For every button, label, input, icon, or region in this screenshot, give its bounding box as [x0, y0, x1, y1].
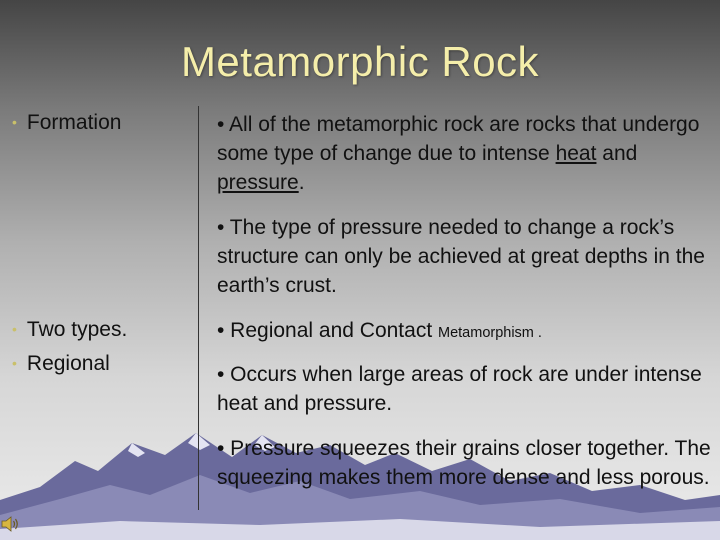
pressure-link[interactable]: pressure [217, 171, 299, 194]
paragraph-pressure: • Pressure squeezes their grains closer together. The squeezing makes them more dense and less porous. [217, 437, 711, 489]
bullet-icon: • [12, 114, 17, 130]
list-item-regional: • Regional [12, 352, 110, 375]
heat-link[interactable]: heat [555, 142, 597, 165]
content-column [217, 110, 717, 508]
bullet-icon: • [12, 355, 17, 371]
paragraph-depth: • The type of pressure needed to change a rock’s structure can only be achieved at great depths in the earth’s crust. [217, 216, 705, 297]
speaker-icon[interactable] [0, 514, 20, 534]
list-item-formation: • Formation [12, 111, 122, 134]
paragraph-definition: • All of the metamorphic rock are rocks that undergo some type of change due to intense heat and pressure. [217, 113, 700, 194]
paragraph-types: • Regional and Contact Metamorphism . [217, 319, 542, 342]
paragraph-regional: • Occurs when large areas of rock are under intense heat and pressure. [217, 363, 702, 415]
list-item-two-types: • Two types. [12, 318, 128, 341]
slide-title: Metamorphic Rock [180, 38, 540, 85]
left-list-bottom [12, 315, 127, 383]
bullet-icon: • [12, 321, 17, 337]
left-list-top [12, 108, 121, 142]
column-divider [198, 106, 199, 510]
